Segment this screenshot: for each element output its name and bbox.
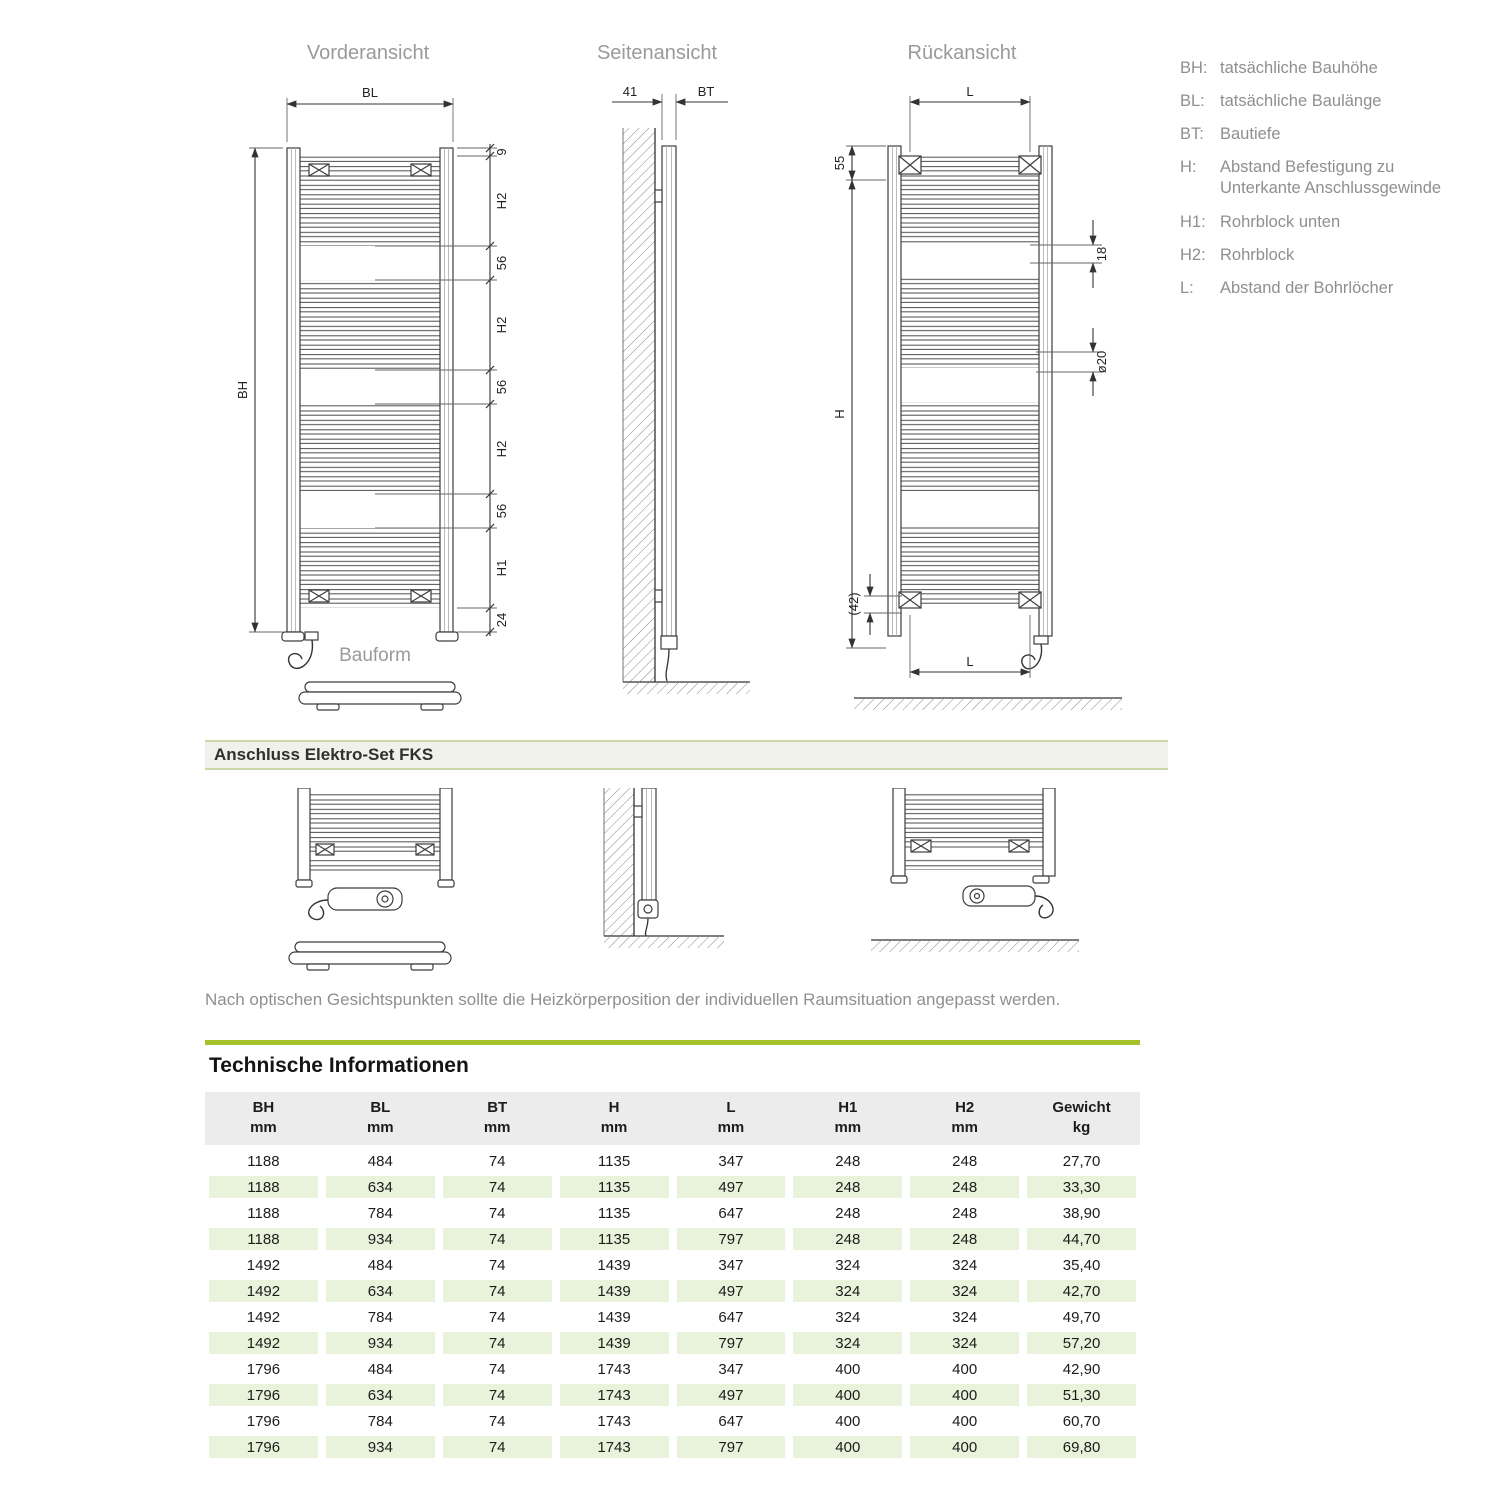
cell: 74 (439, 1226, 556, 1252)
table-row (205, 1226, 1140, 1252)
power-cable (666, 649, 669, 681)
legend-item (1180, 212, 1485, 233)
floor-section (604, 936, 724, 948)
rear-view-drawing (790, 70, 1125, 725)
table-row (205, 1330, 1140, 1356)
cell: 324 (835, 1256, 861, 1274)
cell: 784 (367, 1308, 393, 1326)
cell: 400 (906, 1434, 1023, 1460)
cell: 400 (952, 1360, 978, 1378)
cell: 44,70 (1023, 1226, 1140, 1252)
cell: 1796 (205, 1382, 322, 1408)
cell: 1439 (556, 1330, 673, 1356)
table-row (205, 1434, 1140, 1460)
cell: 400 (835, 1412, 861, 1430)
cell: 1743 (556, 1434, 673, 1460)
cell: 934 (322, 1434, 439, 1460)
cell: 324 (789, 1278, 906, 1304)
table-row (205, 1200, 1140, 1226)
foot-left (282, 632, 304, 641)
dim-label-h: H (832, 409, 847, 419)
cell: 42,90 (1062, 1360, 1101, 1378)
cell: 497 (673, 1174, 790, 1200)
cell: 400 (906, 1382, 1023, 1408)
legend-abbr: BT: (1180, 125, 1204, 144)
cell: 74 (488, 1360, 506, 1378)
cell: 934 (322, 1226, 439, 1252)
cell: 634 (322, 1174, 439, 1200)
cell: 1743 (597, 1360, 631, 1378)
table-row (205, 1356, 1140, 1382)
legend-text: Rohrblock (1220, 245, 1295, 264)
cell: 74 (488, 1152, 506, 1170)
cell: 33,30 (1023, 1174, 1140, 1200)
cell: 1188 (247, 1204, 280, 1222)
cell: 797 (673, 1330, 790, 1356)
table-row (205, 1382, 1140, 1408)
legend-abbr: H: (1180, 158, 1197, 177)
anschluss-rear-drawing (865, 788, 1085, 988)
cell: 324 (906, 1330, 1023, 1356)
legend-text: Abstand der Bohrlöcher (1220, 278, 1394, 297)
cell: 74 (488, 1256, 506, 1274)
dim-label-41: 41 (622, 84, 638, 99)
cable-connector (305, 632, 318, 640)
dim-label-bl: BL (362, 85, 378, 100)
cell: 647 (718, 1308, 744, 1326)
cell: 484 (367, 1256, 393, 1274)
cell: 1796 (246, 1360, 281, 1378)
cell: 1135 (597, 1204, 631, 1222)
cell: 38,90 (1062, 1204, 1101, 1222)
cell: 324 (789, 1330, 906, 1356)
legend-text: Rohrblock unten (1220, 212, 1341, 231)
cell: 248 (789, 1174, 906, 1200)
power-cable (309, 900, 328, 920)
legend-text: tatsächliche Bauhöhe (1220, 59, 1378, 77)
cell: 324 (906, 1278, 1023, 1304)
table-row (205, 1408, 1140, 1434)
cell: 1135 (556, 1174, 673, 1200)
cell: 1796 (205, 1434, 322, 1460)
cell: 1439 (597, 1308, 631, 1326)
cell: 324 (952, 1256, 978, 1274)
cell: 1188 (205, 1174, 322, 1200)
table-header-row (205, 1092, 1140, 1148)
cell: 74 (488, 1308, 506, 1326)
table-row (205, 1174, 1140, 1200)
floor-section (623, 682, 750, 694)
cell: 74 (488, 1412, 506, 1430)
cell: 1188 (247, 1152, 280, 1170)
dim-label-l-top: L (966, 84, 974, 99)
legend-text: Abstand Befestigung zu Unterkante Anschlussgewinde (1220, 158, 1442, 198)
dim-label-h1: H1 (494, 559, 509, 577)
col-header-l: L mm (673, 1092, 790, 1148)
radiator-bottom (296, 788, 454, 887)
cell: 1439 (556, 1278, 673, 1304)
legend-item (1180, 278, 1485, 299)
foot-right (436, 632, 458, 641)
table-row (205, 1278, 1140, 1304)
cell: 74 (439, 1174, 556, 1200)
cell: 934 (322, 1330, 439, 1356)
cell: 1796 (246, 1412, 281, 1430)
cell: 1743 (556, 1382, 673, 1408)
cell: 634 (322, 1278, 439, 1304)
cell: 74 (439, 1330, 556, 1356)
cell: 797 (673, 1226, 790, 1252)
legend-text: Bautiefe (1220, 125, 1281, 144)
dim-label-56: 56 (494, 379, 509, 395)
cell: 1135 (597, 1152, 631, 1170)
side-radiator (655, 146, 677, 681)
cell: 42,70 (1023, 1278, 1140, 1304)
power-cable (645, 918, 648, 936)
rear-radiator (888, 146, 1052, 669)
cell: 347 (718, 1256, 744, 1274)
power-cable (1035, 896, 1053, 918)
legend-abbr: BL: (1180, 92, 1205, 111)
radiator-bottom (891, 788, 1055, 883)
cell: 347 (718, 1360, 744, 1378)
table-row (205, 1304, 1140, 1330)
bauform-bracket (299, 682, 461, 710)
cell: 1492 (246, 1308, 281, 1326)
anschluss-section-bar (205, 740, 1168, 770)
col-header-h1: H1 mm (789, 1092, 906, 1148)
legend-item (1180, 124, 1485, 145)
cell: 49,70 (1062, 1308, 1101, 1326)
legend (1180, 58, 1485, 311)
dim-label-h2: H2 (494, 192, 509, 210)
col-header-bt: BT mm (439, 1092, 556, 1148)
cell: 74 (439, 1382, 556, 1408)
table-row (205, 1148, 1140, 1174)
table-title: Technische Informationen (209, 1054, 469, 1077)
electro-set-fks (963, 886, 1053, 918)
cell: 74 (439, 1434, 556, 1460)
cable-connector (661, 636, 677, 649)
cell: 324 (835, 1308, 861, 1326)
cell: 784 (367, 1412, 393, 1430)
cell: 1492 (205, 1330, 322, 1356)
cell: 74 (439, 1278, 556, 1304)
cell: 784 (367, 1204, 393, 1222)
cell: 248 (835, 1204, 861, 1222)
front-radiator (282, 148, 458, 668)
cell: 51,30 (1023, 1382, 1140, 1408)
cell: 57,20 (1023, 1330, 1140, 1356)
floor-section (871, 940, 1079, 952)
side-view-drawing (578, 70, 753, 710)
cell: 1492 (205, 1278, 322, 1304)
floor-section (854, 698, 1122, 710)
cell: 248 (906, 1174, 1023, 1200)
cell: 1188 (205, 1226, 322, 1252)
radiator-profile (634, 788, 658, 936)
cell: 400 (835, 1360, 861, 1378)
dim-label-dia20: ø20 (1094, 350, 1109, 374)
cell: 69,80 (1023, 1434, 1140, 1460)
anschluss-front-drawing (270, 788, 480, 988)
legend-item (1180, 91, 1485, 112)
technical-data-table (205, 1092, 1140, 1460)
accent-rule (205, 1040, 1140, 1045)
dim-label-h2: H2 (494, 316, 509, 334)
dim-label-56: 56 (494, 503, 509, 519)
dim-label-24: 24 (494, 612, 509, 628)
cell: 797 (673, 1434, 790, 1460)
rear-view-title: Rückansicht (907, 42, 1017, 64)
cell: 400 (789, 1382, 906, 1408)
cell: 74 (488, 1204, 506, 1222)
cell: 60,70 (1062, 1412, 1101, 1430)
cell: 248 (952, 1204, 978, 1222)
dim-label-h2: H2 (494, 440, 509, 458)
side-view-title: Seitenansicht (596, 42, 718, 64)
cell: 1135 (556, 1226, 673, 1252)
dim-label-l-bottom: L (966, 654, 974, 669)
cell: 1492 (246, 1256, 281, 1274)
legend-abbr: BH: (1180, 59, 1208, 77)
wall-bracket (634, 806, 642, 817)
bauform-drawing (295, 676, 465, 726)
col-header-h: H mm (556, 1092, 673, 1148)
anschluss-side-drawing (590, 788, 730, 978)
dim-label-55: 55 (832, 155, 847, 171)
cell: 647 (718, 1412, 744, 1430)
col-header-h2: H2 mm (906, 1092, 1023, 1148)
legend-item (1180, 157, 1485, 199)
dim-label-bh: BH (235, 380, 250, 400)
dim-label-18: 18 (1094, 246, 1109, 262)
cell: 497 (673, 1278, 790, 1304)
cell: 35,40 (1062, 1256, 1101, 1274)
cell: 1743 (597, 1412, 631, 1430)
bauform-bracket (289, 942, 451, 970)
col-header-bh: BH mm (205, 1092, 322, 1148)
electro-set-fks (309, 888, 402, 920)
dim-label-bt: BT (697, 84, 715, 99)
cell: 248 (835, 1152, 861, 1170)
wall-section (604, 788, 634, 936)
col-header-bl: BL mm (322, 1092, 439, 1148)
legend-abbr: L: (1180, 278, 1194, 297)
legend-text: tatsächliche Baulänge (1220, 92, 1382, 111)
cell: 248 (906, 1226, 1023, 1252)
legend-item (1180, 58, 1485, 79)
cell: 1439 (597, 1256, 631, 1274)
wall-bracket-bottom (655, 590, 662, 602)
cell: 248 (789, 1226, 906, 1252)
cell: 400 (789, 1434, 906, 1460)
dim-label-56: 56 (494, 255, 509, 271)
cell: 484 (367, 1360, 393, 1378)
cell: 347 (718, 1152, 744, 1170)
position-note: Nach optischen Gesichtspunkten sollte die Heizkörperposition der individuellen Raumsituation angepasst werden. (205, 990, 1061, 1009)
bauform-title: Bauform (339, 645, 411, 666)
power-cable (1022, 644, 1042, 669)
wall-section (623, 128, 655, 682)
cell: 634 (322, 1382, 439, 1408)
cell: 248 (952, 1152, 978, 1170)
anschluss-section-title: Anschluss Elektro-Set FKS (214, 745, 434, 764)
dim-label-9: 9 (494, 148, 509, 156)
legend-item (1180, 245, 1485, 266)
cell: 27,70 (1062, 1152, 1101, 1170)
cell: 484 (367, 1152, 393, 1170)
legend-abbr: H2: (1180, 245, 1206, 264)
cell: 324 (952, 1308, 978, 1326)
table-row (205, 1252, 1140, 1278)
legend-abbr: H1: (1180, 212, 1206, 231)
front-view-title: Vorderansicht (306, 42, 430, 64)
cell: 400 (952, 1412, 978, 1430)
dim-label-42: (42) (846, 592, 861, 616)
col-header-gewicht: Gewicht kg (1023, 1092, 1140, 1148)
front-view-drawing (225, 70, 537, 695)
cell: 497 (673, 1382, 790, 1408)
cable-connector (1034, 636, 1048, 644)
wall-bracket-top (655, 190, 662, 202)
cell: 647 (718, 1204, 744, 1222)
